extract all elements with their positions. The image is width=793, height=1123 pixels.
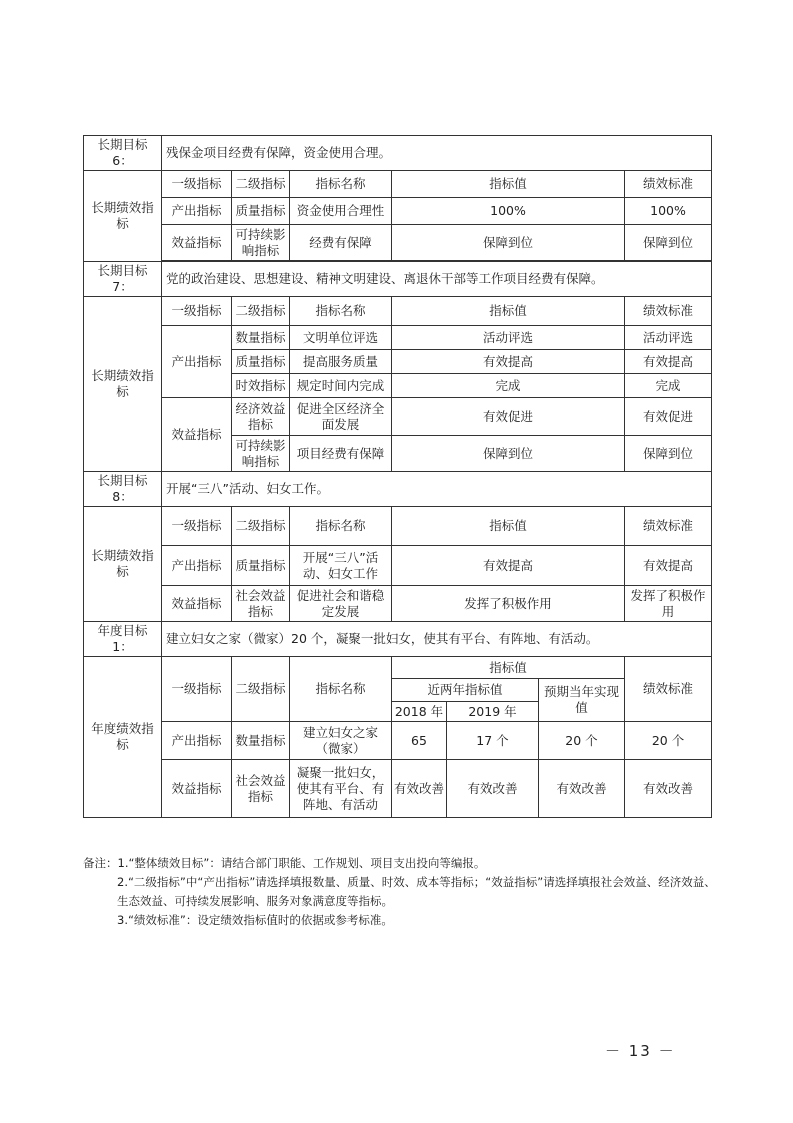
cell-name: 建立妇女之家（微家） [290, 722, 392, 760]
cell-value: 有效提高 [392, 350, 625, 374]
cell-name: 促进全区经济全面发展 [290, 398, 392, 436]
header-std: 绩效标准 [625, 507, 712, 546]
cell-l1: 产出指标 [162, 326, 232, 398]
cell-std: 有效促进 [625, 398, 712, 436]
header-std: 绩效标准 [625, 657, 712, 722]
goal-text: 建立妇女之家（微家）20 个，凝聚一批妇女，使其有平台、有阵地、有活动。 [162, 622, 712, 657]
goal-label: 长期目标 8： [84, 472, 162, 507]
header-std: 绩效标准 [625, 171, 712, 198]
cell-name: 开展“三八”活动、妇女工作 [290, 546, 392, 586]
cell-l2: 质量指标 [232, 198, 290, 225]
header-l1: 一级指标 [162, 171, 232, 198]
section-label: 长期绩效指标 [84, 171, 162, 262]
header-expected: 预期当年实现值 [539, 679, 625, 722]
cell-l2: 经济效益指标 [232, 398, 290, 436]
cell-l1: 效益指标 [162, 586, 232, 622]
cell-value: 完成 [392, 374, 625, 398]
cell-std: 活动评选 [625, 326, 712, 350]
cell-value: 活动评选 [392, 326, 625, 350]
cell-2018: 65 [392, 722, 447, 760]
goal-text: 党的政治建设、思想建设、精神文明建设、离退休干部等工作项目经费有保障。 [162, 262, 712, 297]
goal-row [84, 136, 712, 171]
header-row [84, 171, 712, 198]
header-l1: 一级指标 [162, 507, 232, 546]
cell-name: 资金使用合理性 [290, 198, 392, 225]
cell-std: 20 个 [625, 722, 712, 760]
cell-l1: 效益指标 [162, 760, 232, 818]
cell-name: 项目经费有保障 [290, 436, 392, 472]
header-l1: 一级指标 [162, 657, 232, 722]
cell-l2: 数量指标 [232, 722, 290, 760]
cell-2019: 17 个 [447, 722, 539, 760]
cell-2019: 有效改善 [447, 760, 539, 818]
cell-l1: 效益指标 [162, 225, 232, 261]
header-row [84, 297, 712, 326]
table-row [84, 326, 712, 350]
cell-value: 保障到位 [392, 436, 625, 472]
section-label: 长期绩效指标 [84, 507, 162, 622]
goal-row [84, 472, 712, 507]
header-2018: 2018 年 [392, 702, 447, 722]
cell-2018: 有效改善 [392, 760, 447, 818]
header-l2: 二级指标 [232, 297, 290, 326]
header-value: 指标值 [392, 171, 625, 198]
cell-std: 保障到位 [625, 225, 712, 261]
header-l1: 一级指标 [162, 297, 232, 326]
cell-l2: 质量指标 [232, 546, 290, 586]
cell-std: 有效提高 [625, 546, 712, 586]
cell-std: 保障到位 [625, 436, 712, 472]
header-value: 指标值 [392, 657, 625, 679]
cell-name: 促进社会和谐稳定发展 [290, 586, 392, 622]
cell-value: 保障到位 [392, 225, 625, 261]
goal-label: 年度目标 1： [84, 622, 162, 657]
header-name: 指标名称 [290, 297, 392, 326]
cell-l1: 产出指标 [162, 198, 232, 225]
cell-l2: 社会效益指标 [232, 760, 290, 818]
cell-name: 凝聚一批妇女，使其有平台、有阵地、有活动 [290, 760, 392, 818]
table-row [84, 586, 712, 622]
cell-std: 发挥了积极作用 [625, 586, 712, 622]
header-l2: 二级指标 [232, 657, 290, 722]
table-row [84, 760, 712, 818]
header-name: 指标名称 [290, 507, 392, 546]
goal-row [84, 262, 712, 297]
cell-name: 文明单位评选 [290, 326, 392, 350]
goal-text: 残保金项目经费有保障，资金使用合理。 [162, 136, 712, 171]
performance-table [83, 135, 712, 818]
page-number: － 13 － [605, 1042, 676, 1060]
cell-l1: 产出指标 [162, 722, 232, 760]
cell-l2: 社会效益指标 [232, 586, 290, 622]
cell-value: 有效促进 [392, 398, 625, 436]
cell-l2: 质量指标 [232, 350, 290, 374]
cell-value: 100% [392, 198, 625, 225]
header-recent: 近两年指标值 [392, 679, 539, 702]
cell-expected: 有效改善 [539, 760, 625, 818]
section-label: 长期绩效指标 [84, 297, 162, 472]
header-l2: 二级指标 [232, 507, 290, 546]
cell-l2: 时效指标 [232, 374, 290, 398]
header-2019: 2019 年 [447, 702, 539, 722]
cell-l1: 效益指标 [162, 398, 232, 472]
cell-name: 规定时间内完成 [290, 374, 392, 398]
cell-l2: 可持续影响指标 [232, 225, 290, 261]
header-value: 指标值 [392, 297, 625, 326]
table-row [84, 398, 712, 436]
note-3: 3.“绩效标准”：设定绩效指标值时的依据或参考标准。 [117, 913, 393, 927]
table-row [84, 198, 712, 225]
cell-value: 有效提高 [392, 546, 625, 586]
cell-l2: 可持续影响指标 [232, 436, 290, 472]
goal-text: 开展“三八”活动、妇女工作。 [162, 472, 712, 507]
table-row [84, 546, 712, 586]
cell-value: 发挥了积极作用 [392, 586, 625, 622]
goal-row [84, 622, 712, 657]
cell-name: 经费有保障 [290, 225, 392, 261]
goal-label: 长期目标 6： [84, 136, 162, 171]
cell-std: 100% [625, 198, 712, 225]
table-row [84, 225, 712, 261]
cell-l2: 数量指标 [232, 326, 290, 350]
header-name: 指标名称 [290, 171, 392, 198]
header-std: 绩效标准 [625, 297, 712, 326]
note-1: 备注：1.“整体绩效目标”：请结合部门职能、工作规划、项目支出投向等编报。 [83, 856, 486, 870]
header-row [84, 507, 712, 546]
footnotes [83, 854, 723, 930]
table-row [84, 722, 712, 760]
cell-std: 有效改善 [625, 760, 712, 818]
cell-std: 完成 [625, 374, 712, 398]
cell-name: 提高服务质量 [290, 350, 392, 374]
header-value: 指标值 [392, 507, 625, 546]
header-name: 指标名称 [290, 657, 392, 722]
cell-l1: 产出指标 [162, 546, 232, 586]
header-row [84, 657, 712, 679]
cell-std: 有效提高 [625, 350, 712, 374]
note-2: 2.“二级指标”中“产出指标”请选择填报数量、质量、时效、成本等指标；“效益指标”请选择填报社会效益、经济效益、生态效益、可持续发展影响、服务对象满意度等指标。 [117, 875, 716, 908]
cell-expected: 20 个 [539, 722, 625, 760]
section-label: 年度绩效指标 [84, 657, 162, 818]
goal-label: 长期目标 7： [84, 262, 162, 297]
header-l2: 二级指标 [232, 171, 290, 198]
